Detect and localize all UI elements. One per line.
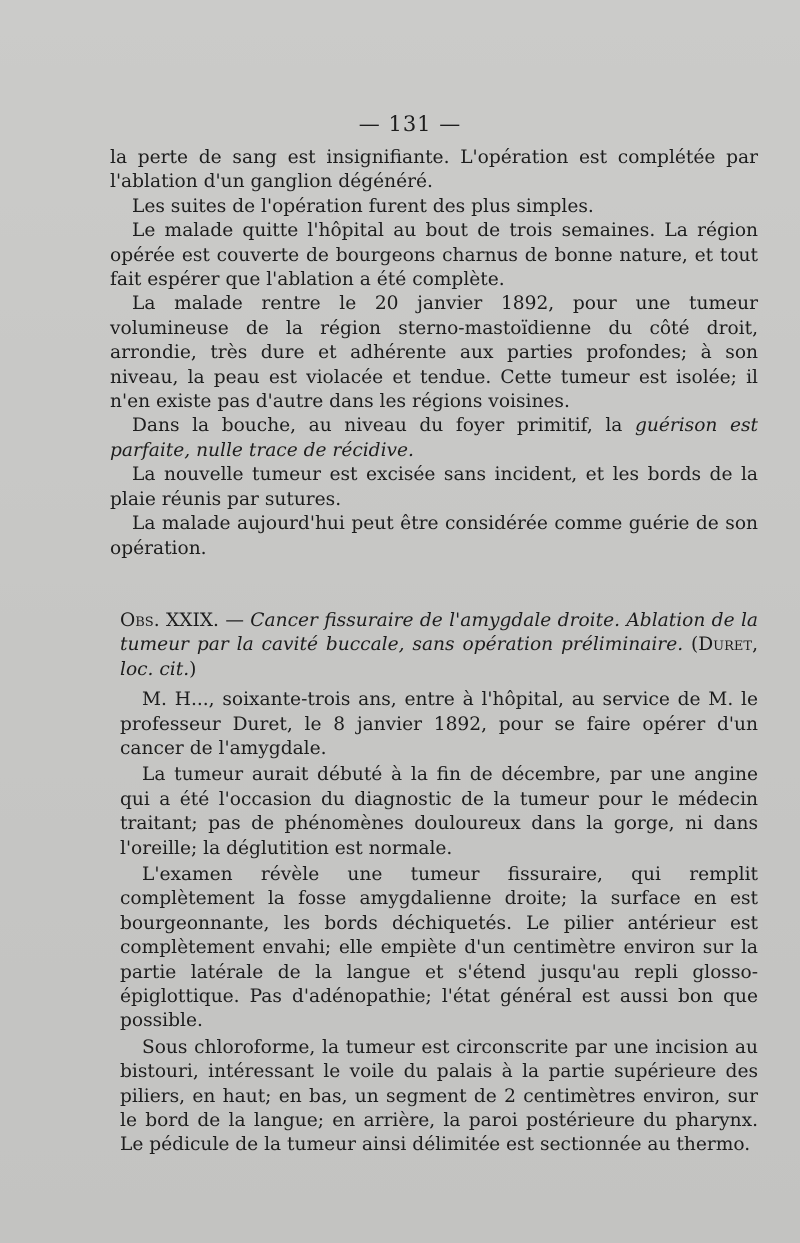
paragraph: La nouvelle tumeur est excisée sans incident, et les bords de la plaie réunis par sutures.	[110, 464, 758, 510]
paragraph: La malade aujourd'hui peut être considérée comme guérie de son opération.	[110, 513, 758, 559]
paragraph-text: Dans la bouche, au niveau du foyer primitif, la	[132, 415, 635, 437]
source-loc: loc. cit.	[120, 658, 190, 680]
page-body	[110, 146, 758, 1158]
observation-title: Cancer fissuraire de l'amygdale droite. Ablation de la tumeur par la cavité buccale, sans opération préliminaire.	[120, 609, 758, 656]
paragraph: La malade rentre le 20 janvier 1892, pour une tumeur volumineuse de la région sterno-mastoïdienne du côté droit, arrondie, très dure et adhérente aux parties profondes; à son niveau, la peau est violacée et tendue. Cette tumeur est isolée; il n'en existe pas d'autre dans les régions voisines.	[110, 293, 758, 413]
observation-body	[110, 688, 758, 1158]
paragraph: Sous chloroforme, la tumeur est circonscrite par une incision au bistouri, intéressant le voile du palais à la partie supérieure des piliers, en haut; en bas, un segment de 2 centimètres environ, sur le bord de la langue; en arrière, la paroi postérieure du pharynx. Le pédicule de la tumeur ainsi délimitée est sectionnée au thermo.	[120, 1036, 758, 1156]
italic-phrase: guérison est parfaite, nulle trace de récidive.	[110, 415, 758, 461]
source-open: (	[683, 634, 699, 656]
paragraph: Le malade quitte l'hôpital au bout de trois semaines. La région opérée est couverte de bourgeons charnus de bonne nature, et tout fait espérer que l'ablation a été complète.	[110, 220, 758, 291]
observation-heading	[110, 609, 758, 682]
source-close: )	[189, 658, 197, 680]
paragraph: L'examen révèle une tumeur fissuraire, qui remplit complètement la fosse amygdalienne droite; la surface en est bourgeonnante, les bords déchiquetés. Le pilier antérieur est complètement envahi; elle empiète d'un centimètre environ sur la partie latérale de la langue et s'étend jusqu'au repli glosso-épiglottique. Pas d'adénopathie; l'état général est aussi bon que possible.	[120, 863, 758, 1032]
source-author: Duret	[698, 634, 753, 656]
paragraph	[110, 414, 758, 463]
paragraph: M. H..., soixante-trois ans, entre à l'hôpital, au service de M. le professeur Duret, le 8 janvier 1892, pour se faire opérer d'un cancer de l'amygdale.	[120, 689, 758, 759]
page-number: — 131 —	[358, 112, 462, 136]
paragraph: Les suites de l'opération furent des plus simples.	[132, 195, 594, 217]
source-sep: ,	[752, 634, 758, 656]
heading-dash: —	[218, 609, 251, 631]
observation-label: Obs. XXIX.	[120, 609, 219, 631]
paragraph: La tumeur aurait débuté à la fin de décembre, par une angine qui a été l'occasion du diagnostic de la tumeur pour le médecin traitant; pas de phénomènes douloureux dans la gorge, ni dans l'oreille; la déglutition est normale.	[120, 764, 758, 859]
paragraph: la perte de sang est insignifiante. L'opération est complétée par l'ablation d'un ganglion dégénéré.	[110, 147, 758, 193]
